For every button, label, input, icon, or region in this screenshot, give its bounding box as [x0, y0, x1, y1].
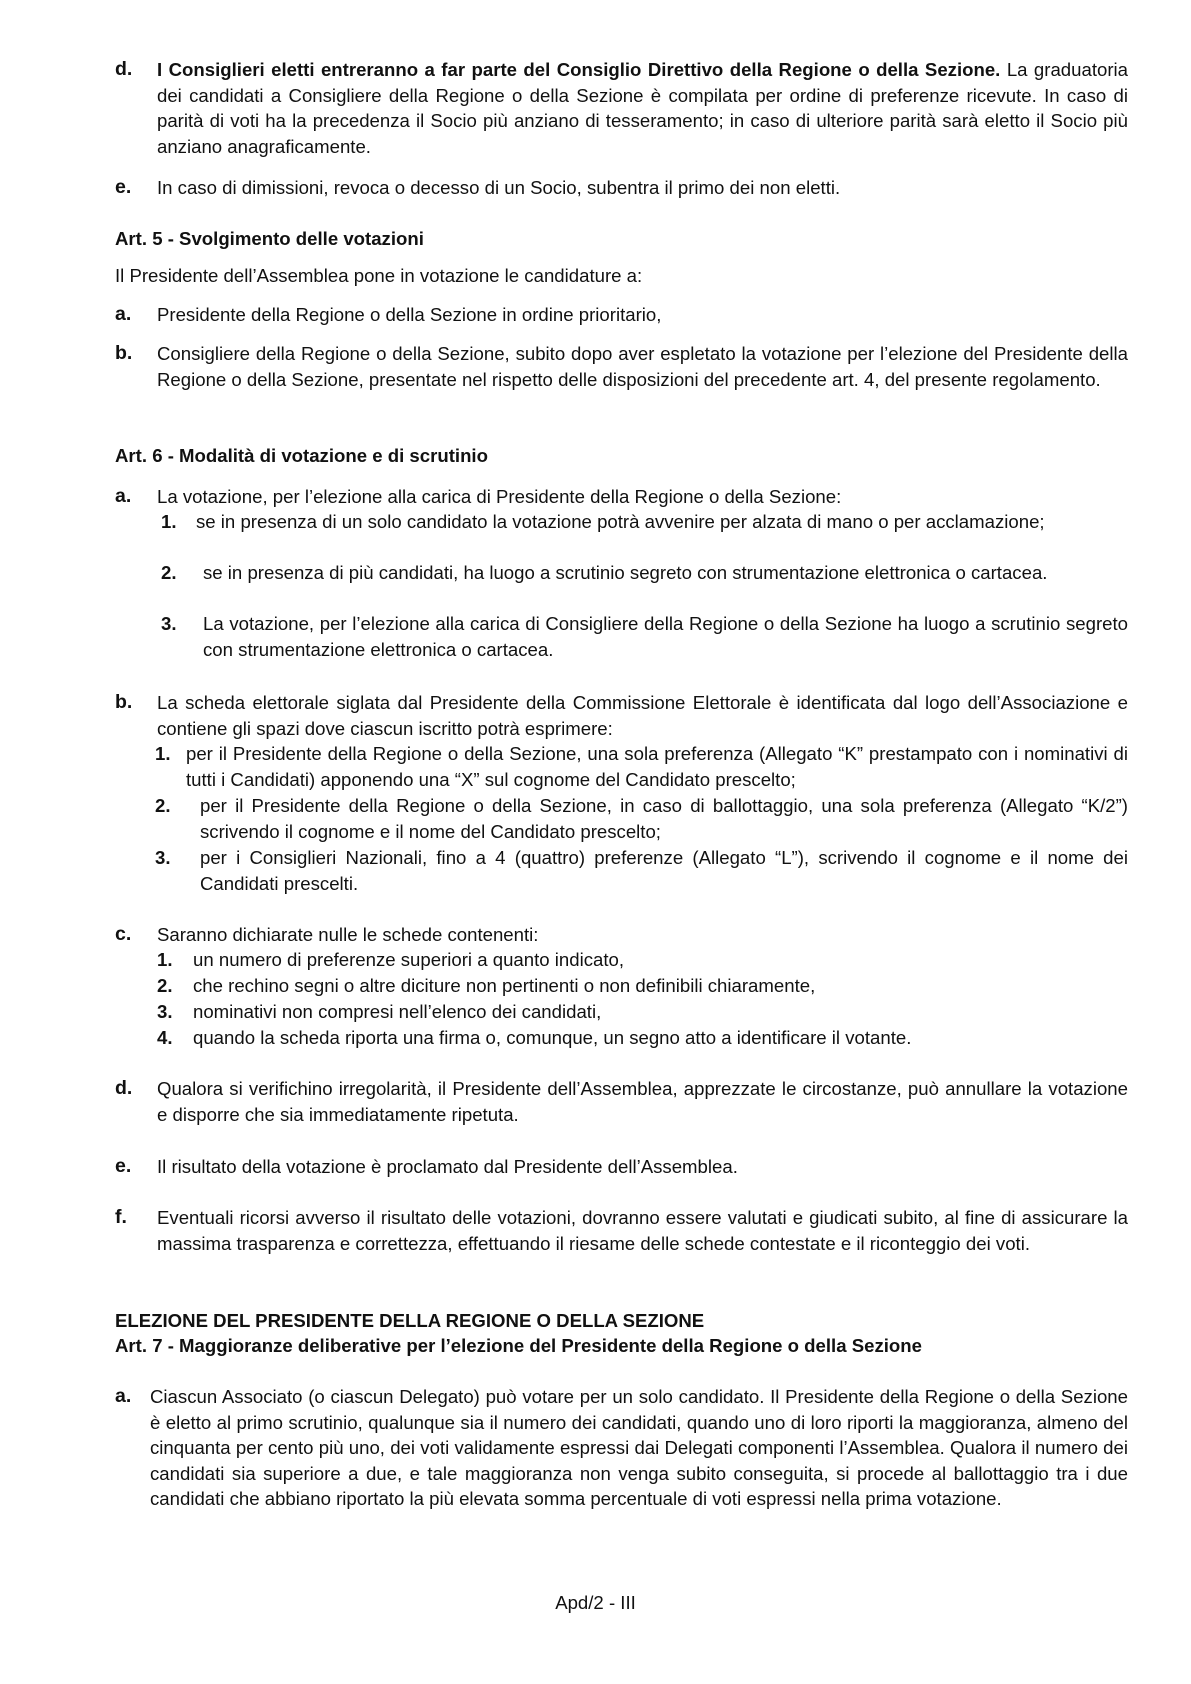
- art6-item-c: Saranno dichiarate nulle le schede contenenti:: [157, 924, 539, 945]
- sub-number: 3.: [155, 847, 171, 868]
- art6-c-sub-1: un numero di preferenze superiori a quanto indicato,: [193, 949, 625, 970]
- item-label: e.: [115, 176, 132, 198]
- art4-item-d-title: I Consiglieri eletti entreranno a far parte del Consiglio Direttivo della Regione o della Sezione.: [157, 59, 1001, 80]
- item-label: b.: [115, 691, 133, 713]
- sub-number: 3.: [157, 1001, 173, 1022]
- art5-heading: Art. 5 - Svolgimento delle votazioni: [115, 228, 424, 249]
- art6-a-sub-3: La votazione, per l’elezione alla carica di Consigliere della Regione o della Sezione ha luogo a scrutinio segreto con strumentazione elettronica o cartacea.: [203, 613, 1128, 660]
- item-label: d.: [115, 1077, 133, 1099]
- item-label: e.: [115, 1155, 132, 1177]
- art6-heading: Art. 6 - Modalità di votazione e di scrutinio: [115, 445, 488, 466]
- item-label: a.: [115, 1385, 132, 1407]
- sub-number: 4.: [157, 1027, 173, 1048]
- art7-heading: Art. 7 - Maggioranze deliberative per l’elezione del Presidente della Regione o della Sezione: [115, 1335, 922, 1356]
- item-label: a.: [115, 485, 132, 507]
- art4-item-d: [157, 57, 1128, 159]
- art6-item-b: La scheda elettorale siglata dal Presidente della Commissione Elettorale è identificata dal logo dell’Associazione e contiene gli spazi dove ciascun iscritto potrà esprimere:: [157, 692, 1128, 739]
- art6-c-sub-4: quando la scheda riporta una firma o, comunque, un segno atto a identificare il votante.: [193, 1027, 912, 1048]
- sub-number: 3.: [161, 613, 177, 634]
- art5-item-b: Consigliere della Regione o della Sezione, subito dopo aver espletato la votazione per l’elezione del Presidente della Regione o della Sezione, presentate nel rispetto delle disposizioni del precedente art. 4, del presente regolamento.: [157, 343, 1128, 390]
- art4-item-e: In caso di dimissioni, revoca o decesso di un Socio, subentra il primo dei non eletti.: [157, 177, 841, 198]
- art4-item-d-text: La graduatoria dei candidati a Consigliere della Regione o della Sezione è compilata per ordine di preferenze ricevute. In caso di parità di voti ha la precedenza il Socio più anziano di tesseramento; in caso di ulteriore parità sarà eletto il Socio più anziano anagraficamente.: [157, 59, 1129, 157]
- sub-number: 2.: [161, 562, 177, 583]
- art6-a-sub-1: se in presenza di un solo candidato la votazione potrà avvenire per alzata di mano o per acclamazione;: [196, 511, 1045, 532]
- art6-item-a: La votazione, per l’elezione alla carica di Presidente della Regione o della Sezione:: [157, 486, 842, 507]
- sub-number: 2.: [155, 795, 171, 816]
- sub-number: 1.: [155, 743, 171, 764]
- art6-c-sub-2: che rechino segni o altre diciture non pertinenti o non definibili chiaramente,: [193, 975, 816, 996]
- art7-item-a: Ciascun Associato (o ciascun Delegato) può votare per un solo candidato. Il Presidente della Regione o della Sezione è eletto al primo scrutinio, qualunque sia il numero dei candidati, quando uno di loro riporti la maggioranza, almeno del cinquanta per cento più uno, dei voti validamente espressi dai Delegati componenti l’Assemblea. Qualora il numero dei candidati sia superiore a due, e tale maggioranza non venga subito conseguita, si procede al ballottaggio tra i due candidati che abbiano riportato la più elevata somma percentuale di voti espressi nella prima votazione.: [150, 1386, 1128, 1509]
- art6-b-sub-2: per il Presidente della Regione o della Sezione, in caso di ballottaggio, una sola preferenza (Allegato “K/2”) scrivendo il cognome e il nome del Candidato prescelto;: [200, 795, 1128, 842]
- item-label: b.: [115, 342, 133, 364]
- art5-intro: Il Presidente dell’Assemblea pone in votazione le candidature a:: [115, 265, 643, 286]
- item-label: f.: [115, 1206, 127, 1228]
- sub-number: 1.: [157, 949, 173, 970]
- sub-number: 2.: [157, 975, 173, 996]
- page-footer: Apd/2 - III: [555, 1592, 636, 1613]
- art6-b-sub-1: per il Presidente della Regione o della Sezione, una sola preferenza (Allegato “K” prestampato con i nominativi di tutti i Candidati) apponendo una “X” sul cognome del Candidato prescelto;: [186, 743, 1128, 790]
- art6-item-f: Eventuali ricorsi avverso il risultato delle votazioni, dovranno essere valutati e giudicati subito, al fine di assicurare la massima trasparenza e correttezza, effettuando il riesame delle schede contestate e il riconteggio dei voti.: [157, 1207, 1128, 1254]
- item-label: a.: [115, 303, 132, 325]
- art6-item-e: Il risultato della votazione è proclamato dal Presidente dell’Assemblea.: [157, 1156, 738, 1177]
- sub-number: 1.: [161, 511, 177, 532]
- art5-item-a: Presidente della Regione o della Sezione in ordine prioritario,: [157, 304, 662, 325]
- art6-a-sub-2: se in presenza di più candidati, ha luogo a scrutinio segreto con strumentazione elettronica o cartacea.: [203, 562, 1048, 583]
- item-label: c.: [115, 923, 132, 945]
- item-label: d.: [115, 58, 133, 80]
- section-heading: ELEZIONE DEL PRESIDENTE DELLA REGIONE O DELLA SEZIONE: [115, 1310, 705, 1331]
- art6-item-d: Qualora si verifichino irregolarità, il Presidente dell’Assemblea, apprezzate le circostanze, può annullare la votazione e disporre che sia immediatamente ripetuta.: [157, 1078, 1128, 1125]
- art6-b-sub-3: per i Consiglieri Nazionali, fino a 4 (quattro) preferenze (Allegato “L”), scrivendo il cognome e il nome dei Candidati prescelti.: [200, 847, 1128, 894]
- art6-c-sub-3: nominativi non compresi nell’elenco dei candidati,: [193, 1001, 602, 1022]
